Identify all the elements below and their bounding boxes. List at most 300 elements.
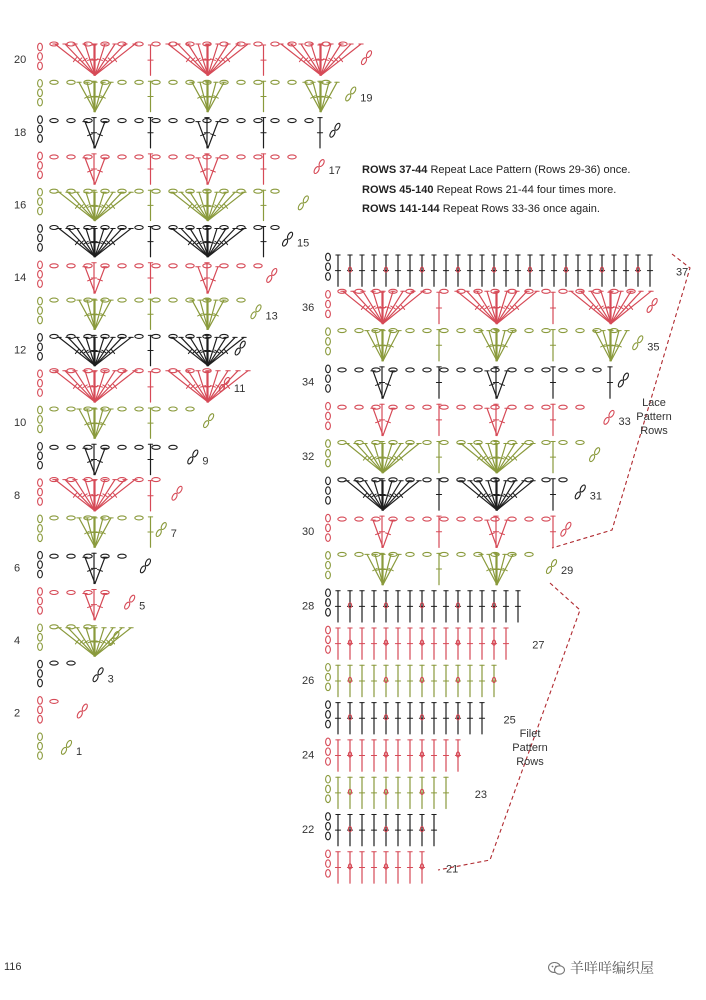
chain-loop	[326, 514, 331, 522]
chain-loop	[637, 335, 644, 344]
row-number: 16	[14, 199, 27, 212]
chain-loop	[491, 405, 499, 409]
chain-loop	[345, 93, 352, 102]
chain-loop	[305, 119, 313, 123]
row-number: 20	[14, 54, 27, 67]
chain-loop	[574, 491, 581, 500]
chain-loop	[38, 461, 43, 469]
chain-loop	[326, 273, 331, 281]
chain-loop	[237, 155, 245, 159]
row-number: 13	[265, 310, 278, 323]
row-number: 1	[76, 745, 83, 758]
chain-loop	[38, 316, 43, 324]
chain-loop	[491, 368, 499, 372]
chain-loop	[50, 591, 58, 595]
chain-loop	[329, 129, 336, 138]
chart-row-R-26	[302, 664, 497, 697]
chain-loop	[457, 368, 465, 372]
row-number: 7	[170, 528, 177, 541]
chain-loop	[118, 155, 126, 159]
chart-row-L-6	[14, 551, 152, 583]
chain-loop	[545, 566, 552, 575]
chain-loop	[326, 253, 331, 261]
chain-loop	[38, 752, 43, 760]
chain-loop	[250, 311, 257, 320]
chain-loop	[457, 517, 465, 521]
chain-loop	[67, 591, 75, 595]
chain-loop	[38, 479, 43, 487]
chain-loop	[118, 554, 126, 558]
row-number: 15	[297, 237, 310, 250]
chain-loop	[525, 405, 533, 409]
chain-loop	[220, 155, 228, 159]
chain-loop	[326, 534, 331, 542]
chain-loop	[135, 226, 143, 230]
chain-loop	[542, 478, 550, 482]
row-number: 4	[14, 634, 21, 647]
chain-loop	[281, 238, 288, 247]
chain-loop	[38, 561, 43, 569]
chain-loop	[67, 445, 75, 449]
chart-row-L-16	[14, 188, 309, 220]
chain-loop	[239, 340, 246, 349]
chain-loop	[326, 870, 331, 878]
chain-loop	[38, 488, 43, 496]
repeat-note	[362, 200, 630, 220]
chain-loop	[38, 588, 43, 596]
chain-loop	[326, 263, 331, 271]
chain-loop	[474, 368, 482, 372]
chain-loop	[542, 368, 550, 372]
chain-loop	[38, 670, 43, 678]
chain-loop	[67, 516, 75, 520]
chain-loop	[326, 422, 331, 430]
chain-loop	[360, 57, 367, 66]
chain-loop	[423, 405, 431, 409]
chain-loop	[491, 517, 499, 521]
chain-loop	[152, 264, 160, 268]
chain-loop	[118, 80, 126, 84]
chain-loop	[38, 43, 43, 51]
row-number: 24	[302, 749, 315, 762]
chain-loop	[423, 517, 431, 521]
chain-loop	[326, 328, 331, 336]
row-number: 11	[233, 382, 246, 395]
chart-row-R-25	[326, 701, 516, 734]
chain-loop	[135, 155, 143, 159]
chain-loop	[38, 443, 43, 451]
chain-loop	[423, 441, 431, 445]
chain-loop	[542, 329, 550, 333]
chain-loop	[254, 264, 262, 268]
chain-loop	[139, 565, 146, 574]
chart-row-L-5	[38, 588, 146, 620]
chain-loop	[38, 498, 43, 506]
chain-loop	[50, 298, 58, 302]
chain-loop	[152, 226, 160, 230]
chain-loop	[38, 261, 43, 269]
chain-loop	[135, 264, 143, 268]
repeat-note-text: Repeat Rows 33-36 once again.	[439, 203, 600, 215]
chain-loop	[135, 516, 143, 520]
chain-loop	[38, 515, 43, 523]
chain-loop	[38, 343, 43, 351]
chain-loop	[38, 152, 43, 160]
chain-loop	[67, 407, 75, 411]
chain-loop	[50, 699, 58, 703]
chain-loop	[237, 264, 245, 268]
filet-label-line: Filet	[519, 728, 541, 740]
row-number: 21	[446, 863, 459, 876]
chain-loop	[326, 636, 331, 644]
chain-loop	[207, 413, 214, 422]
chart-row-R-37	[326, 253, 689, 286]
chain-loop	[169, 119, 177, 123]
row-number: 36	[302, 301, 315, 314]
chain-loop	[38, 416, 43, 424]
chain-loop	[406, 368, 414, 372]
chart-row-L-11	[38, 369, 251, 402]
chain-loop	[440, 405, 448, 409]
chain-loop	[271, 226, 279, 230]
chain-loop	[326, 599, 331, 607]
chain-loop	[169, 80, 177, 84]
chain-loop	[593, 447, 600, 456]
chain-loop	[326, 860, 331, 868]
chain-loop	[186, 155, 194, 159]
chain-loop	[254, 226, 262, 230]
row-number: 9	[202, 455, 209, 468]
chain-loop	[326, 524, 331, 532]
chain-loop	[288, 80, 296, 84]
chain-loop	[220, 119, 228, 123]
chain-loop	[326, 487, 331, 495]
chain-loop	[254, 155, 262, 159]
chain-loop	[542, 405, 550, 409]
chain-loop	[254, 189, 262, 193]
chain-loop	[118, 516, 126, 520]
chain-loop	[326, 822, 331, 830]
chain-loop	[135, 445, 143, 449]
chain-loop	[326, 291, 331, 299]
chain-loop	[152, 334, 160, 338]
chain-loop	[38, 198, 43, 206]
chain-loop	[135, 80, 143, 84]
row-number: 14	[14, 271, 27, 284]
chain-loop	[255, 304, 262, 313]
chain-loop	[38, 551, 43, 559]
chain-loop	[67, 155, 75, 159]
chain-loop	[440, 368, 448, 372]
chain-loop	[334, 122, 341, 131]
chart-row-L-17	[38, 152, 341, 184]
chart-row-R-31	[326, 477, 602, 510]
chain-loop	[559, 329, 567, 333]
row-number: 30	[302, 525, 315, 538]
chain-loop	[50, 445, 58, 449]
chain-loop	[38, 624, 43, 632]
chain-loop	[50, 516, 58, 520]
chain-loop	[326, 385, 331, 393]
chain-loop	[144, 558, 151, 567]
chain-loop	[254, 80, 262, 84]
chain-loop	[187, 456, 194, 465]
chain-loop	[176, 485, 183, 494]
row-number: 31	[589, 490, 602, 503]
chain-loop	[202, 420, 209, 429]
chain-loop	[338, 329, 346, 333]
chain-loop	[254, 42, 262, 46]
chain-loop	[38, 280, 43, 288]
wechat-icon	[548, 962, 565, 975]
chain-loop	[576, 329, 584, 333]
chain-loop	[326, 552, 331, 560]
chart-row-L-19	[38, 80, 373, 112]
repeat-note	[362, 181, 630, 201]
chain-loop	[423, 368, 431, 372]
chain-loop	[406, 517, 414, 521]
chain-loop	[326, 375, 331, 383]
chain-loop	[326, 701, 331, 709]
chain-loop	[326, 795, 331, 803]
chain-loop	[457, 329, 465, 333]
chart-row-R-32	[302, 440, 601, 473]
chart-row-L-15	[38, 225, 310, 257]
chain-loop	[81, 703, 88, 712]
chain-loop	[326, 775, 331, 783]
chain-loop	[406, 552, 414, 556]
chain-loop	[271, 268, 278, 277]
chart-row-L-18	[14, 116, 341, 148]
chain-loop	[38, 334, 43, 342]
chain-loop	[152, 369, 160, 373]
chain-loop	[326, 497, 331, 505]
repeat-note	[362, 161, 630, 181]
chain-loop	[326, 738, 331, 746]
chain-loop	[313, 166, 320, 175]
chain-loop	[350, 86, 357, 95]
chart-row-L-13	[38, 297, 278, 329]
row-number: 12	[14, 344, 27, 357]
chain-loop	[169, 407, 177, 411]
chain-loop	[38, 742, 43, 750]
chart-row-R-27	[326, 626, 545, 659]
chart-row-L-12	[14, 334, 246, 366]
chain-loop	[38, 706, 43, 714]
chain-loop	[288, 155, 296, 159]
chain-loop	[118, 445, 126, 449]
chain-loop	[457, 405, 465, 409]
chain-loop	[326, 310, 331, 318]
chain-loop	[169, 264, 177, 268]
chain-loop	[38, 297, 43, 305]
chain-loop	[152, 189, 160, 193]
chain-loop	[118, 407, 126, 411]
chain-loop	[169, 445, 177, 449]
repeat-note-text: Repeat Lace Pattern (Rows 29-36) once.	[427, 164, 631, 176]
chain-loop	[118, 119, 126, 123]
row-number: 28	[302, 600, 315, 613]
chain-loop	[135, 298, 143, 302]
lace-label-line: Pattern	[636, 411, 672, 423]
chain-loop	[326, 748, 331, 756]
chart-row-R-29	[326, 552, 574, 585]
chain-loop	[525, 329, 533, 333]
chain-loop	[152, 155, 160, 159]
chain-loop	[38, 53, 43, 61]
chain-loop	[38, 733, 43, 741]
chain-loop	[326, 758, 331, 766]
chain-loop	[406, 405, 414, 409]
chain-loop	[365, 50, 372, 59]
row-number: 26	[302, 674, 315, 687]
chain-loop	[152, 407, 160, 411]
chain-loop	[355, 517, 363, 521]
chart-row-R-24	[302, 738, 461, 771]
chain-loop	[474, 405, 482, 409]
chain-loop	[50, 661, 58, 665]
row-number: 19	[360, 92, 373, 105]
watermark	[548, 958, 654, 978]
chain-loop	[38, 225, 43, 233]
chart-row-L-14	[14, 261, 278, 293]
chart-row-R-22	[302, 813, 437, 846]
chain-loop	[92, 674, 99, 683]
chain-loop	[286, 231, 293, 240]
chain-loop	[271, 80, 279, 84]
chain-loop	[135, 119, 143, 123]
watermark-text: 羊咩咩编织屋	[570, 960, 654, 976]
chain-loop	[38, 406, 43, 414]
chain-loop	[38, 234, 43, 242]
chain-loop	[617, 379, 624, 388]
chain-loop	[38, 697, 43, 705]
chain-loop	[169, 155, 177, 159]
chain-loop	[38, 525, 43, 533]
chain-loop	[338, 552, 346, 556]
chain-loop	[326, 449, 331, 457]
chain-loop	[525, 517, 533, 521]
repeat-note-rows: ROWS 37-44	[362, 164, 428, 176]
chain-loop	[326, 683, 331, 691]
chain-loop	[38, 679, 43, 687]
chain-loop	[457, 552, 465, 556]
row-number: 34	[302, 376, 315, 389]
chain-loop	[129, 594, 136, 603]
chain-loop	[38, 188, 43, 196]
chain-loop	[237, 80, 245, 84]
chart-row-L-2	[14, 697, 88, 723]
chain-loop	[186, 264, 194, 268]
chain-loop	[318, 159, 325, 168]
chain-loop	[38, 80, 43, 88]
chain-loop	[603, 417, 610, 426]
chart-row-L-20	[14, 42, 373, 75]
chain-loop	[124, 601, 131, 610]
chain-loop	[271, 155, 279, 159]
chain-loop	[326, 365, 331, 373]
chain-loop	[338, 517, 346, 521]
chain-loop	[38, 62, 43, 70]
row-number: 33	[618, 415, 631, 428]
chain-loop	[326, 440, 331, 448]
chain-loop	[152, 445, 160, 449]
chain-loop	[50, 119, 58, 123]
chain-loop	[326, 832, 331, 840]
chain-loop	[576, 405, 584, 409]
chain-loop	[169, 298, 177, 302]
chain-loop	[302, 195, 309, 204]
row-number: 2	[14, 707, 21, 720]
chart-row-R-34	[302, 365, 630, 398]
chain-loop	[565, 521, 572, 530]
chain-loop	[152, 80, 160, 84]
chart-row-L-7	[38, 515, 177, 547]
chain-loop	[220, 264, 228, 268]
chain-loop	[38, 89, 43, 97]
chain-loop	[326, 402, 331, 410]
chain-loop	[38, 633, 43, 641]
chain-loop	[38, 370, 43, 378]
filet-pattern-label	[502, 727, 558, 769]
chain-loop	[38, 116, 43, 124]
chain-loop	[338, 405, 346, 409]
chain-loop	[237, 298, 245, 302]
chain-loop	[576, 368, 584, 372]
chain-loop	[646, 305, 653, 314]
chain-loop	[186, 407, 194, 411]
chain-loop	[67, 80, 75, 84]
chain-loop	[326, 347, 331, 355]
chain-loop	[632, 342, 639, 351]
chain-loop	[326, 673, 331, 681]
chain-loop	[593, 368, 601, 372]
chain-loop	[271, 42, 279, 46]
chain-loop	[326, 813, 331, 821]
row-number: 18	[14, 126, 27, 139]
chain-loop	[288, 119, 296, 123]
chain-loop	[155, 529, 162, 538]
chain-loop	[65, 740, 72, 749]
chain-loop	[542, 441, 550, 445]
chain-loop	[560, 528, 567, 537]
chain-loop	[237, 119, 245, 123]
chain-loop	[326, 571, 331, 579]
chain-loop	[608, 410, 615, 419]
chain-loop	[97, 667, 104, 676]
chain-loop	[50, 264, 58, 268]
chain-loop	[67, 298, 75, 302]
chain-loop	[266, 275, 273, 284]
chain-loop	[38, 389, 43, 397]
chain-loop	[326, 664, 331, 672]
row-number: 35	[647, 341, 660, 354]
chain-loop	[135, 189, 143, 193]
chain-loop	[440, 517, 448, 521]
chain-loop	[326, 561, 331, 569]
row-number: 25	[503, 714, 516, 727]
chain-loop	[76, 710, 83, 719]
chart-row-L-4	[14, 624, 133, 656]
chain-loop	[152, 119, 160, 123]
chain-loop	[474, 517, 482, 521]
lace-label-line: Lace	[642, 397, 666, 409]
chain-loop	[423, 329, 431, 333]
chain-loop	[542, 289, 550, 293]
chain-loop	[171, 492, 178, 501]
chain-loop	[38, 125, 43, 133]
chain-loop	[326, 711, 331, 719]
